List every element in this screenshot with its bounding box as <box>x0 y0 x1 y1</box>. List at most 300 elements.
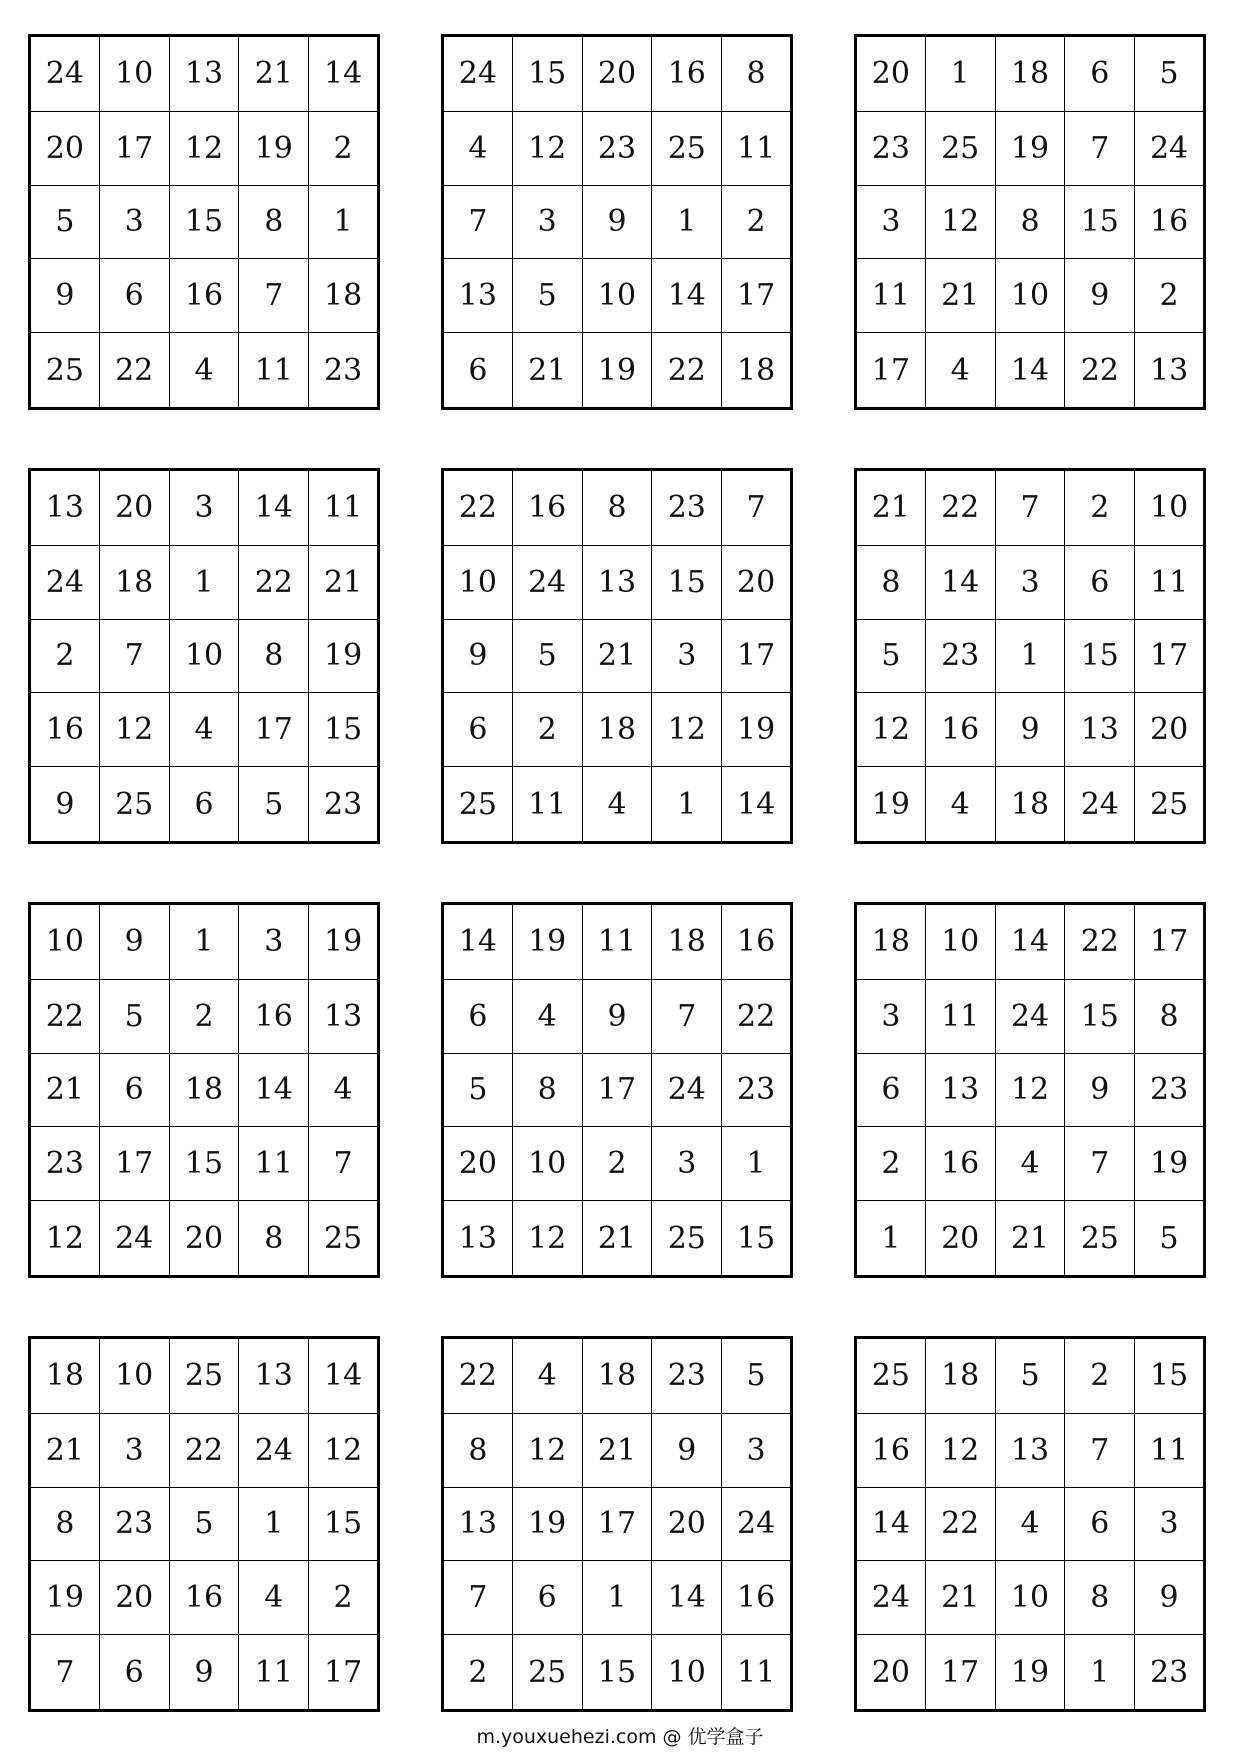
grid-cell: 9 <box>1065 1053 1135 1127</box>
grid-cell: 1 <box>652 185 722 259</box>
grid-cell: 6 <box>443 333 513 409</box>
grid-cell: 24 <box>995 979 1065 1053</box>
grid-cell: 14 <box>309 1338 379 1414</box>
grid-cell: 3 <box>99 185 169 259</box>
grid-cell: 8 <box>30 1487 100 1561</box>
grid-cell: 24 <box>239 1413 309 1487</box>
grid-cell: 25 <box>1135 767 1205 843</box>
grid-cell: 3 <box>1135 1487 1205 1561</box>
grid-cell: 8 <box>722 36 792 112</box>
grid-cell: 23 <box>309 333 379 409</box>
grid-cell: 22 <box>99 333 169 409</box>
grid-row <box>856 259 1205 333</box>
grid-cell: 5 <box>512 259 582 333</box>
grid-row <box>856 1053 1205 1127</box>
grid-row <box>443 333 792 409</box>
grid-row <box>30 1413 379 1487</box>
grid-cell: 10 <box>443 545 513 619</box>
grid-cell: 18 <box>30 1338 100 1414</box>
grid-cell: 7 <box>1065 1127 1135 1201</box>
grid-cell: 14 <box>995 904 1065 980</box>
grid-row <box>30 767 379 843</box>
grid-cell: 14 <box>443 904 513 980</box>
grid-cell: 25 <box>856 1338 926 1414</box>
grid-cell: 23 <box>925 619 995 693</box>
grid-cell: 11 <box>582 904 652 980</box>
grid-cell: 18 <box>652 904 722 980</box>
grid-cell: 25 <box>309 1201 379 1277</box>
grid-cell: 6 <box>443 693 513 767</box>
grid-row <box>443 1413 792 1487</box>
grid-cell: 25 <box>652 1201 722 1277</box>
grid-cell: 19 <box>309 904 379 980</box>
grid-cell: 24 <box>722 1487 792 1561</box>
grid-cell: 20 <box>99 470 169 546</box>
grid-cell: 13 <box>169 36 239 112</box>
grid-cell: 19 <box>512 904 582 980</box>
grid-row <box>30 1127 379 1201</box>
grid-cell: 8 <box>856 545 926 619</box>
grid-cell: 18 <box>309 259 379 333</box>
grid-cell: 2 <box>1135 259 1205 333</box>
grid-cell: 9 <box>652 1413 722 1487</box>
grid-cell: 4 <box>443 111 513 185</box>
grid-cell: 15 <box>652 545 722 619</box>
grid-cell: 2 <box>169 979 239 1053</box>
grid-cell: 20 <box>856 1635 926 1711</box>
grid-cell: 20 <box>652 1487 722 1561</box>
grid-row <box>443 1635 792 1711</box>
grid-cell: 3 <box>239 904 309 980</box>
grid-cell: 8 <box>239 1201 309 1277</box>
grid-row <box>443 1561 792 1635</box>
grid-cell: 11 <box>722 111 792 185</box>
grid-cell: 11 <box>722 1635 792 1711</box>
grid-cell: 5 <box>512 619 582 693</box>
grid-cell: 14 <box>995 333 1065 409</box>
grid-cell: 6 <box>1065 36 1135 112</box>
grid-row <box>856 333 1205 409</box>
grid-cell: 4 <box>512 979 582 1053</box>
grid-cell: 15 <box>722 1201 792 1277</box>
grid-cell: 7 <box>652 979 722 1053</box>
grid-cell: 16 <box>169 259 239 333</box>
grid-cell: 18 <box>995 36 1065 112</box>
grid-cell: 1 <box>722 1127 792 1201</box>
grid-cell: 7 <box>239 259 309 333</box>
grid-cell: 10 <box>925 904 995 980</box>
grid-row <box>856 36 1205 112</box>
grid-cell: 5 <box>995 1338 1065 1414</box>
grid-cell: 7 <box>99 619 169 693</box>
grid-cell: 21 <box>30 1053 100 1127</box>
grid-row <box>443 470 792 546</box>
grid-cell: 11 <box>239 1635 309 1711</box>
grid-cell: 15 <box>582 1635 652 1711</box>
grid-row <box>30 1338 379 1414</box>
grid-cell: 16 <box>512 470 582 546</box>
grid-cell: 17 <box>239 693 309 767</box>
grid-cell: 25 <box>169 1338 239 1414</box>
grid-cell: 23 <box>99 1487 169 1561</box>
grid-cell: 20 <box>722 545 792 619</box>
grid-cell: 24 <box>30 36 100 112</box>
grid-row <box>856 979 1205 1053</box>
grid-cell: 19 <box>722 693 792 767</box>
grid-cell: 2 <box>856 1127 926 1201</box>
number-grid-12 <box>854 1336 1206 1712</box>
grid-cell: 3 <box>652 1127 722 1201</box>
grid-cell: 5 <box>99 979 169 1053</box>
grid-cell: 13 <box>443 259 513 333</box>
grid-cell: 17 <box>309 1635 379 1711</box>
grid-row <box>30 693 379 767</box>
number-grid-2 <box>441 34 793 410</box>
grid-cell: 22 <box>722 979 792 1053</box>
grid-cell: 11 <box>309 470 379 546</box>
grid-cell: 22 <box>1065 904 1135 980</box>
grid-cell: 6 <box>169 767 239 843</box>
number-grid-3 <box>854 34 1206 410</box>
grid-cell: 15 <box>169 185 239 259</box>
grid-row <box>443 693 792 767</box>
grid-cell: 2 <box>722 185 792 259</box>
grid-cell: 3 <box>722 1413 792 1487</box>
grid-cell: 12 <box>512 111 582 185</box>
grid-cell: 10 <box>582 259 652 333</box>
grid-cell: 24 <box>443 36 513 112</box>
grid-cell: 7 <box>995 470 1065 546</box>
grid-cell: 12 <box>309 1413 379 1487</box>
grid-cell: 5 <box>169 1487 239 1561</box>
grid-cell: 15 <box>1065 185 1135 259</box>
grid-cell: 8 <box>1065 1561 1135 1635</box>
grid-cell: 9 <box>30 259 100 333</box>
grid-cell: 3 <box>856 185 926 259</box>
grid-cell: 17 <box>1135 904 1205 980</box>
grid-cell: 1 <box>995 619 1065 693</box>
grid-cell: 14 <box>239 470 309 546</box>
grid-cell: 17 <box>856 333 926 409</box>
grid-row <box>30 904 379 980</box>
grid-cell: 8 <box>239 619 309 693</box>
grid-cell: 21 <box>925 1561 995 1635</box>
grid-cell: 5 <box>1135 36 1205 112</box>
grid-cell: 12 <box>30 1201 100 1277</box>
grid-cell: 1 <box>652 767 722 843</box>
grid-cell: 6 <box>1065 1487 1135 1561</box>
grid-cell: 18 <box>582 693 652 767</box>
grid-cell: 23 <box>722 1053 792 1127</box>
grid-cell: 18 <box>995 767 1065 843</box>
grid-cell: 19 <box>512 1487 582 1561</box>
grid-cell: 4 <box>995 1127 1065 1201</box>
grid-row <box>856 904 1205 980</box>
grid-cell: 11 <box>512 767 582 843</box>
grid-row <box>443 545 792 619</box>
grid-row <box>443 259 792 333</box>
number-grid-4 <box>28 468 380 844</box>
grid-cell: 18 <box>925 1338 995 1414</box>
grid-cell: 6 <box>512 1561 582 1635</box>
grid-row <box>443 111 792 185</box>
grid-cell: 13 <box>1065 693 1135 767</box>
grid-cell: 16 <box>856 1413 926 1487</box>
grid-cell: 14 <box>652 1561 722 1635</box>
grid-cell: 11 <box>1135 545 1205 619</box>
grid-cell: 23 <box>1135 1053 1205 1127</box>
grid-cell: 13 <box>443 1201 513 1277</box>
grid-cell: 21 <box>582 1201 652 1277</box>
grid-cell: 24 <box>856 1561 926 1635</box>
grid-cell: 15 <box>1135 1338 1205 1414</box>
grid-cell: 8 <box>512 1053 582 1127</box>
grid-cell: 21 <box>995 1201 1065 1277</box>
grid-cell: 16 <box>30 693 100 767</box>
grid-cell: 13 <box>30 470 100 546</box>
grid-cell: 7 <box>443 1561 513 1635</box>
grid-cell: 20 <box>30 111 100 185</box>
grid-cell: 2 <box>443 1635 513 1711</box>
grid-cell: 14 <box>239 1053 309 1127</box>
grid-cell: 20 <box>99 1561 169 1635</box>
grid-row <box>856 545 1205 619</box>
grid-row <box>856 1487 1205 1561</box>
grid-row <box>443 1338 792 1414</box>
grid-cell: 6 <box>856 1053 926 1127</box>
grid-cell: 23 <box>652 470 722 546</box>
grid-cell: 1 <box>239 1487 309 1561</box>
grid-cell: 14 <box>652 259 722 333</box>
number-grid-10 <box>28 1336 380 1712</box>
grid-cell: 16 <box>1135 185 1205 259</box>
number-grid-8 <box>441 902 793 1278</box>
grid-cell: 19 <box>1135 1127 1205 1201</box>
grid-cell: 5 <box>239 767 309 843</box>
grid-row <box>30 1201 379 1277</box>
grid-cell: 10 <box>169 619 239 693</box>
grid-cell: 9 <box>995 693 1065 767</box>
grid-cell: 12 <box>169 111 239 185</box>
grid-cell: 16 <box>925 693 995 767</box>
grid-cell: 14 <box>856 1487 926 1561</box>
grid-cell: 8 <box>995 185 1065 259</box>
grid-row <box>30 1561 379 1635</box>
grid-cell: 3 <box>995 545 1065 619</box>
grid-row <box>30 259 379 333</box>
grid-cell: 21 <box>925 259 995 333</box>
grid-cell: 11 <box>856 259 926 333</box>
grid-cell: 14 <box>925 545 995 619</box>
grid-cell: 12 <box>856 693 926 767</box>
grid-cell: 24 <box>652 1053 722 1127</box>
grid-cell: 9 <box>169 1635 239 1711</box>
number-grid-5 <box>441 468 793 844</box>
grid-cell: 9 <box>30 767 100 843</box>
grid-cell: 17 <box>582 1053 652 1127</box>
grid-cell: 3 <box>652 619 722 693</box>
grid-cell: 21 <box>582 1413 652 1487</box>
grid-cell: 21 <box>856 470 926 546</box>
grid-cell: 18 <box>722 333 792 409</box>
grid-row <box>30 545 379 619</box>
grid-cell: 15 <box>1065 619 1135 693</box>
grid-row <box>856 619 1205 693</box>
grid-cell: 22 <box>169 1413 239 1487</box>
grid-row <box>856 1561 1205 1635</box>
footer-watermark: m.youxuehezi.com @ 优学盒子 <box>476 1726 764 1748</box>
grid-cell: 10 <box>30 904 100 980</box>
grid-cell: 9 <box>443 619 513 693</box>
grid-cell: 10 <box>1135 470 1205 546</box>
grid-cell: 4 <box>169 333 239 409</box>
grid-cell: 18 <box>856 904 926 980</box>
grid-row <box>856 1127 1205 1201</box>
grid-cell: 5 <box>856 619 926 693</box>
grid-cell: 21 <box>582 619 652 693</box>
grid-cell: 23 <box>582 111 652 185</box>
grid-cell: 19 <box>30 1561 100 1635</box>
grid-cell: 17 <box>722 619 792 693</box>
grid-cell: 20 <box>925 1201 995 1277</box>
grid-cell: 25 <box>652 111 722 185</box>
grid-row <box>856 1413 1205 1487</box>
grid-cell: 7 <box>443 185 513 259</box>
grid-cell: 10 <box>652 1635 722 1711</box>
grid-cell: 7 <box>1065 1413 1135 1487</box>
grid-cell: 25 <box>925 111 995 185</box>
grid-row <box>30 111 379 185</box>
grid-cell: 1 <box>856 1201 926 1277</box>
grid-cell: 17 <box>925 1635 995 1711</box>
grid-cell: 6 <box>99 259 169 333</box>
grid-cell: 12 <box>995 1053 1065 1127</box>
grid-cell: 22 <box>925 1487 995 1561</box>
grid-row <box>856 470 1205 546</box>
grid-cell: 16 <box>239 979 309 1053</box>
grid-cell: 6 <box>443 979 513 1053</box>
grid-row <box>856 693 1205 767</box>
grid-cell: 9 <box>1135 1561 1205 1635</box>
grid-cell: 11 <box>239 333 309 409</box>
grid-cell: 8 <box>1135 979 1205 1053</box>
grid-cell: 19 <box>582 333 652 409</box>
grid-cell: 19 <box>995 111 1065 185</box>
grid-cell: 2 <box>512 693 582 767</box>
grid-cell: 10 <box>512 1127 582 1201</box>
grid-cell: 8 <box>239 185 309 259</box>
grid-cell: 1 <box>169 904 239 980</box>
grid-cell: 7 <box>30 1635 100 1711</box>
grid-cell: 21 <box>309 545 379 619</box>
grid-cell: 4 <box>309 1053 379 1127</box>
grid-cell: 15 <box>512 36 582 112</box>
grid-cell: 22 <box>239 545 309 619</box>
grid-cell: 9 <box>1065 259 1135 333</box>
grid-cell: 1 <box>582 1561 652 1635</box>
grid-cell: 16 <box>722 1561 792 1635</box>
grid-cell: 25 <box>512 1635 582 1711</box>
grid-cell: 4 <box>995 1487 1065 1561</box>
grid-row <box>30 185 379 259</box>
grid-cell: 5 <box>443 1053 513 1127</box>
grid-cell: 15 <box>309 1487 379 1561</box>
grid-cell: 20 <box>443 1127 513 1201</box>
grid-row <box>443 904 792 980</box>
grid-cell: 23 <box>856 111 926 185</box>
grid-cell: 22 <box>443 1338 513 1414</box>
grid-cell: 25 <box>99 767 169 843</box>
grid-cell: 5 <box>722 1338 792 1414</box>
grid-row <box>443 36 792 112</box>
grid-cell: 4 <box>925 767 995 843</box>
grid-cell: 17 <box>582 1487 652 1561</box>
grid-cell: 19 <box>309 619 379 693</box>
grid-cell: 13 <box>239 1338 309 1414</box>
grid-cell: 2 <box>309 111 379 185</box>
grid-cell: 16 <box>652 36 722 112</box>
grid-cell: 12 <box>652 693 722 767</box>
grid-cell: 18 <box>582 1338 652 1414</box>
number-grid-6 <box>854 468 1206 844</box>
grid-cell: 13 <box>443 1487 513 1561</box>
grid-cell: 1 <box>1065 1635 1135 1711</box>
grid-cell: 14 <box>309 36 379 112</box>
grid-cell: 4 <box>239 1561 309 1635</box>
grid-row <box>443 767 792 843</box>
grid-cell: 24 <box>30 545 100 619</box>
grid-cell: 19 <box>239 111 309 185</box>
grid-cell: 22 <box>1065 333 1135 409</box>
grid-cell: 13 <box>582 545 652 619</box>
grid-cell: 18 <box>99 545 169 619</box>
grid-cell: 15 <box>309 693 379 767</box>
grid-cell: 15 <box>169 1127 239 1201</box>
grid-cell: 21 <box>512 333 582 409</box>
grid-row <box>443 1053 792 1127</box>
grid-row <box>30 1053 379 1127</box>
grid-cell: 17 <box>722 259 792 333</box>
grid-row <box>30 1487 379 1561</box>
grid-cell: 9 <box>582 185 652 259</box>
grid-cell: 19 <box>995 1635 1065 1711</box>
grid-cell: 4 <box>512 1338 582 1414</box>
grid-cell: 13 <box>1135 333 1205 409</box>
grid-row <box>443 619 792 693</box>
grid-cell: 22 <box>652 333 722 409</box>
grid-cell: 12 <box>925 1413 995 1487</box>
grid-cell: 14 <box>722 767 792 843</box>
grid-row <box>30 1635 379 1711</box>
grid-cell: 9 <box>99 904 169 980</box>
grid-row <box>443 185 792 259</box>
grid-row <box>443 1201 792 1277</box>
grid-cell: 8 <box>443 1413 513 1487</box>
grid-cell: 24 <box>1065 767 1135 843</box>
number-grid-1 <box>28 34 380 410</box>
grid-row <box>30 333 379 409</box>
grid-cell: 6 <box>99 1635 169 1711</box>
grid-cell: 4 <box>169 693 239 767</box>
grid-cell: 2 <box>1065 1338 1135 1414</box>
grid-row <box>856 111 1205 185</box>
grid-cell: 10 <box>995 259 1065 333</box>
grid-cell: 23 <box>309 767 379 843</box>
grid-cell: 6 <box>1065 545 1135 619</box>
grid-row <box>30 979 379 1053</box>
number-grid-7 <box>28 902 380 1278</box>
grid-cell: 21 <box>239 36 309 112</box>
